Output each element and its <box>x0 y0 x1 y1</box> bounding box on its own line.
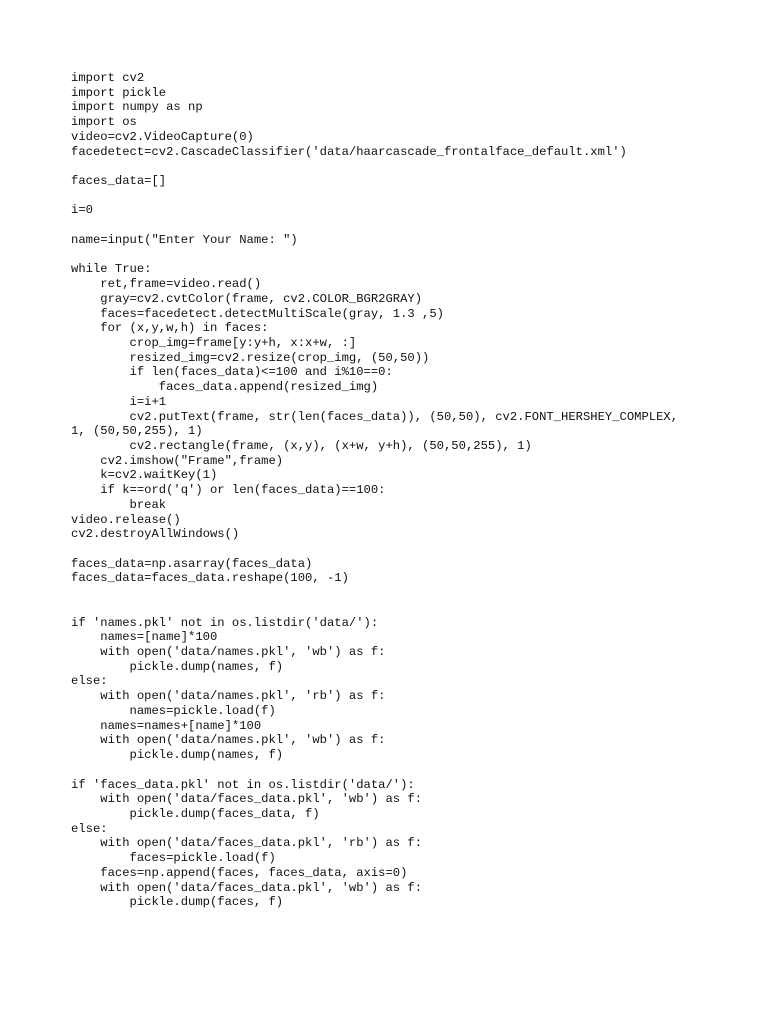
code-line: pickle.dump(names, f) <box>71 659 284 674</box>
code-line: faces=np.append(faces, faces_data, axis=0) <box>71 865 408 880</box>
code-line: i=0 <box>71 203 93 218</box>
code-line: facedetect=cv2.CascadeClassifier('data/haarcascade_frontalface_default.xml') <box>71 144 627 159</box>
code-line: names=[name]*100 <box>71 630 218 645</box>
code-line: cv2.putText(frame, str(len(faces_data)), (50,50), cv2.FONT_HERSHEY_COMPLEX, <box>71 409 679 424</box>
code-line: names=names+[name]*100 <box>71 718 262 733</box>
code-line: faces_data=np.asarray(faces_data) <box>71 556 313 571</box>
code-line <box>71 218 761 233</box>
code-line: break <box>71 497 167 512</box>
code-line: with open('data/faces_data.pkl', 'wb') as f: <box>71 792 423 807</box>
code-line <box>71 763 761 778</box>
code-line <box>71 189 761 204</box>
code-line: resized_img=cv2.resize(crop_img, (50,50)) <box>71 350 430 365</box>
code-line: i=i+1 <box>71 394 167 409</box>
code-line: if len(faces_data)<=100 and i%10==0: <box>71 365 393 380</box>
code-line: with open('data/faces_data.pkl', 'rb') as f: <box>71 836 423 851</box>
code-line: faces_data=faces_data.reshape(100, -1) <box>71 571 349 586</box>
code-line: crop_img=frame[y:y+h, x:x+w, :] <box>71 335 357 350</box>
code-line: k=cv2.waitKey(1) <box>71 468 218 483</box>
code-line: if 'names.pkl' not in os.listdir('data/'): <box>71 615 379 630</box>
code-line <box>71 159 761 174</box>
code-line <box>71 248 761 263</box>
code-line: else: <box>71 821 108 836</box>
code-line: for (x,y,w,h) in faces: <box>71 321 269 336</box>
code-line: with open('data/names.pkl', 'wb') as f: <box>71 733 386 748</box>
code-line: with open('data/faces_data.pkl', 'wb') as f: <box>71 880 423 895</box>
code-line: import numpy as np <box>71 100 203 115</box>
code-line: import cv2 <box>71 71 145 85</box>
code-line <box>71 601 761 616</box>
code-line <box>71 542 761 557</box>
code-line: while True: <box>71 262 152 277</box>
code-line: with open('data/names.pkl', 'rb') as f: <box>71 689 386 704</box>
code-line: pickle.dump(faces_data, f) <box>71 806 320 821</box>
code-line: pickle.dump(faces, f) <box>71 895 284 910</box>
code-line: pickle.dump(names, f) <box>71 748 284 763</box>
code-line: cv2.destroyAllWindows() <box>71 527 240 542</box>
code-line: cv2.rectangle(frame, (x,y), (x+w, y+h), (50,50,255), 1) <box>71 438 532 453</box>
code-line: with open('data/names.pkl', 'wb') as f: <box>71 645 386 660</box>
code-line: gray=cv2.cvtColor(frame, cv2.COLOR_BGR2GRAY) <box>71 291 423 306</box>
code-block <box>71 71 761 910</box>
code-line: import pickle <box>71 85 167 100</box>
code-line: faces=facedetect.detectMultiScale(gray, 1.3 ,5) <box>71 306 444 321</box>
code-line: name=input("Enter Your Name: ") <box>71 232 298 247</box>
code-line: else: <box>71 674 108 689</box>
code-line: ret,frame=video.read() <box>71 277 262 292</box>
code-line: video=cv2.VideoCapture(0) <box>71 129 254 144</box>
code-line: faces_data.append(resized_img) <box>71 380 379 395</box>
code-line: faces=pickle.load(f) <box>71 851 276 866</box>
code-line: names=pickle.load(f) <box>71 703 276 718</box>
code-line: if k==ord('q') or len(faces_data)==100: <box>71 483 386 498</box>
code-line: faces_data=[] <box>71 174 167 189</box>
code-line: 1, (50,50,255), 1) <box>71 424 203 439</box>
code-line <box>71 586 761 601</box>
code-line: if 'faces_data.pkl' not in os.listdir('data/'): <box>71 777 415 792</box>
code-line: import os <box>71 115 137 130</box>
code-line: video.release() <box>71 512 181 527</box>
code-line: cv2.imshow("Frame",frame) <box>71 453 284 468</box>
